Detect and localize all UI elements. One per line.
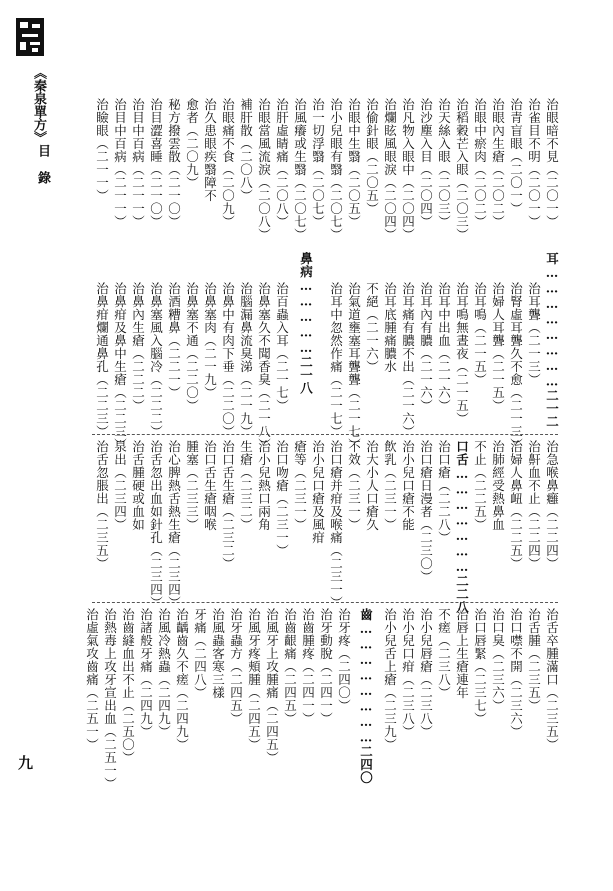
list-item: 治小兒口疳（二三八） bbox=[400, 608, 416, 738]
list-item: 治舌忽脹出（二三五） bbox=[94, 440, 110, 570]
list-item: 飲乳（二三一） bbox=[382, 440, 398, 531]
list-item: 治偷針眼（二〇五） bbox=[364, 98, 380, 215]
section-heading-nose: 鼻病……………二一八 bbox=[298, 252, 314, 395]
list-item: 治目中百病（二一一） bbox=[112, 98, 128, 228]
list-item: 治目澀喜睡（二一〇） bbox=[148, 98, 164, 228]
list-item: 補肝散（二〇八） bbox=[238, 98, 254, 202]
list-item: 治酒糟鼻（二二一） bbox=[166, 282, 182, 399]
list-item: 治口噤不開（二三六） bbox=[508, 608, 524, 738]
list-item: 治急喉鼻癰（二二四） bbox=[544, 440, 560, 570]
list-item: 治肺經受熱鼻血 bbox=[490, 440, 506, 531]
list-item: 治鼻疳及鼻中生瘡（二二三） bbox=[112, 282, 128, 451]
list-item: 治凡物入眼中（二〇四） bbox=[400, 98, 416, 241]
list-item: 治氣道壅塞耳聾聾（二一七） bbox=[346, 282, 362, 451]
list-item: 治唇上生瘡連年 bbox=[454, 608, 470, 699]
list-item: 治舌腫硬或血如 bbox=[130, 440, 146, 531]
list-item: 治婦人耳聾（二一五） bbox=[490, 282, 506, 412]
list-item: 治百蟲入耳（二一七） bbox=[274, 282, 290, 412]
list-item: 治鼻塞不通（二二〇） bbox=[184, 282, 200, 412]
list-item: 治風癢或生翳（二〇七） bbox=[292, 98, 308, 241]
list-item: 治目中百病（二一一） bbox=[130, 98, 146, 228]
list-item: 治風蟲客寒三樣 bbox=[210, 608, 226, 699]
list-item: 治小兒唇瘡（二三八） bbox=[418, 608, 434, 738]
list-item: 秘方撥雲散（二一〇） bbox=[166, 98, 182, 228]
list-item: 治口瘡（二二八） bbox=[436, 440, 452, 544]
list-item: 治齒腫疼（二四一） bbox=[300, 608, 316, 725]
list-item: 生瘡（二三二） bbox=[238, 440, 254, 531]
list-item: 治風牙上攻腫痛（二四五） bbox=[264, 608, 280, 764]
list-item: 治齒齦痛（二四五） bbox=[282, 608, 298, 725]
list-item: 治瞼眼（二一一） bbox=[94, 98, 110, 202]
list-item: 不瘥（二三八） bbox=[436, 608, 452, 699]
list-item: 治口吻瘡（二三一） bbox=[274, 440, 290, 557]
list-item: 治眼當風流淚（二〇八） bbox=[256, 98, 272, 241]
list-item: 治諸般牙痛（二四九） bbox=[138, 608, 154, 738]
list-item: 治耳鳴無晝夜（二一五） bbox=[454, 282, 470, 425]
page-number: 九 bbox=[18, 754, 34, 772]
list-item: 治風冷熱蟲（二四九） bbox=[156, 608, 172, 738]
list-item: 治耳痛有膿不出（二一六） bbox=[400, 282, 416, 438]
list-item: 治熱毒上攻牙宣出血（二五一） bbox=[102, 608, 118, 790]
list-item: 治眼暗不見（二〇一） bbox=[544, 98, 560, 228]
list-item: 治口舌生瘡咽喉 bbox=[202, 440, 218, 531]
list-item: 治小兒眼有翳（二〇七） bbox=[328, 98, 344, 241]
section-heading-teeth: 齒……………………二四〇 bbox=[358, 608, 374, 784]
list-item: 治爛眩風眼淚（二〇四） bbox=[382, 98, 398, 241]
list-item: 治肝虛睛痛（二〇八） bbox=[274, 98, 290, 228]
list-item: 治鼻塞久不聞香臭（二一八） bbox=[256, 282, 272, 451]
list-item: 治鼻塞肉（二一九） bbox=[202, 282, 218, 399]
section-title: 目錄 bbox=[35, 144, 50, 198]
list-item: 治鼻疳爛通鼻孔（二二三） bbox=[94, 282, 110, 438]
list-item: 治口舌生瘡（二三二） bbox=[220, 440, 236, 570]
list-item: 不止（二二五） bbox=[472, 440, 488, 531]
list-item: 治牙動脫（二四一） bbox=[318, 608, 334, 725]
list-item: 治舌腫（二三五） bbox=[526, 608, 542, 712]
list-item: 不效（二三一） bbox=[346, 440, 362, 531]
book-title: 《秦泉單方》 bbox=[31, 66, 46, 144]
list-item: 治口瘡并疳及喉痛（二三一） bbox=[328, 440, 344, 609]
list-item: 治舌忽出血如針孔（二三四） bbox=[148, 440, 164, 609]
list-item: 治天絲入眼（二〇三） bbox=[436, 98, 452, 228]
list-item: 治腦漏鼻流臭涕（二一九） bbox=[238, 282, 254, 438]
list-item: 治口瘡日漫者（二三〇） bbox=[418, 440, 434, 583]
list-item: 治眼內生瘡（二〇二） bbox=[490, 98, 506, 228]
list-item: 不絕（二一六） bbox=[364, 282, 380, 373]
list-item: 治鼻中有肉下垂（二二〇） bbox=[220, 282, 236, 438]
section-heading-ear: 耳……………………二一二 bbox=[544, 252, 560, 428]
list-item: 治心脾熱舌熱生瘡（二三四） bbox=[166, 440, 182, 609]
list-item: 瘡等（二三一） bbox=[292, 440, 308, 531]
list-item: 治鼻內生瘡（二二二） bbox=[130, 282, 146, 412]
list-item: 治舌卒腫滿口（二三五） bbox=[544, 608, 560, 751]
list-item: 牙痛（二四八） bbox=[192, 608, 208, 699]
section-heading-mouth: 口舌…………………二二八 bbox=[454, 440, 470, 614]
list-item: 治久患眼疾翳障不 bbox=[202, 98, 218, 202]
list-item: 治虛氣攻齒痛（二五一） bbox=[84, 608, 100, 751]
list-item: 治稻穀芒入眼（二〇三） bbox=[454, 98, 470, 241]
list-item: 治齒縫血出不止（二五〇） bbox=[120, 608, 136, 764]
list-item: 治鼾血不止（二二四） bbox=[526, 440, 542, 570]
list-item: 治耳底腫痛膿水 bbox=[382, 282, 398, 373]
list-item: 治小兒口瘡不能 bbox=[400, 440, 416, 531]
list-item: 治沙塵入目（二〇四） bbox=[418, 98, 434, 228]
list-item: 治眼中生翳（二〇五） bbox=[346, 98, 362, 228]
list-item: 治風牙疼頰腫（二四五） bbox=[246, 608, 262, 751]
publisher-seal-logo bbox=[14, 14, 48, 60]
list-item: 治牙疼（二四〇） bbox=[336, 608, 352, 712]
list-item: 治耳中忽然作痛（二一七） bbox=[328, 282, 344, 438]
list-item: 愈者（二〇九） bbox=[184, 98, 200, 189]
list-item: 泉出（二三四） bbox=[112, 440, 128, 531]
list-item: 治小兒舌上瘡（二三九） bbox=[382, 608, 398, 751]
list-item: 治小兒口瘡及風疳 bbox=[310, 440, 326, 544]
list-item: 治口唇緊（二三七） bbox=[472, 608, 488, 725]
list-item: 治眼痛不食（二〇九） bbox=[220, 98, 236, 228]
list-item: 治耳鳴（二一五） bbox=[472, 282, 488, 386]
list-item: 治青盲眼（二〇一） bbox=[508, 98, 524, 215]
list-item: 治大小人口瘡久 bbox=[364, 440, 380, 531]
list-item: 治鼻塞風入腦冷（二二二） bbox=[148, 282, 164, 438]
list-item: 治婦人鼻衄（二二五） bbox=[508, 440, 524, 570]
list-item: 治耳內有膿（二一六） bbox=[418, 282, 434, 412]
list-item: 治腎虛耳聾久不愈（二一三） bbox=[508, 282, 524, 451]
divider bbox=[92, 434, 558, 435]
list-item: 治齲齒久不瘥（二四九） bbox=[174, 608, 190, 751]
divider bbox=[92, 602, 558, 603]
list-item: 治小兒熱口兩角 bbox=[256, 440, 272, 531]
list-item: 治雀目不明（二〇一） bbox=[526, 98, 542, 228]
list-item: 治眼中瘀肉（二〇二） bbox=[472, 98, 488, 228]
list-item: 治一切浮翳（二〇七） bbox=[310, 98, 326, 228]
list-item: 治耳中出血（二一六） bbox=[436, 282, 452, 412]
list-item: 治牙蟲方（二四五） bbox=[228, 608, 244, 725]
list-item: 治口臭（二三六） bbox=[490, 608, 506, 712]
list-item: 治耳聾（二一三） bbox=[526, 282, 542, 386]
list-item: 腫塞（二三三） bbox=[184, 440, 200, 531]
